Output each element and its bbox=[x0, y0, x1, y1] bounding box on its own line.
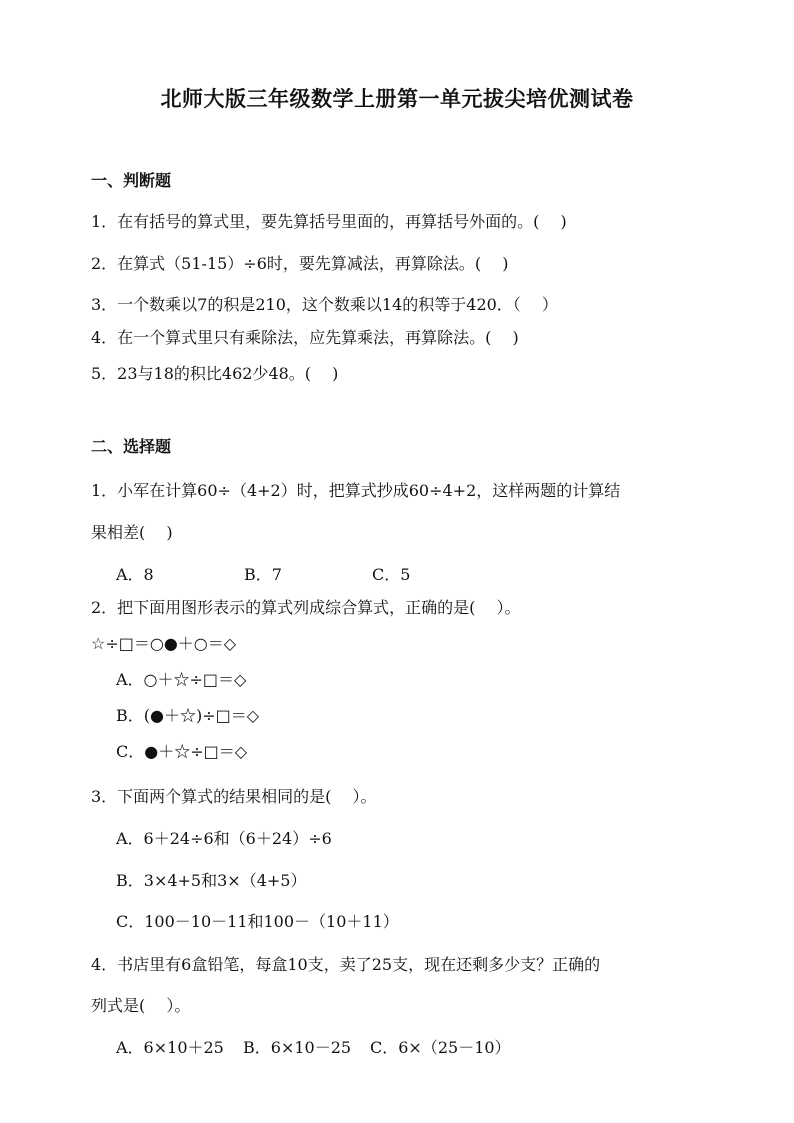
question-1-4: 4．在一个算式里只有乘除法，应先算乘法，再算除法。( ) bbox=[91, 328, 519, 347]
question-2-2-option-a: A．○＋☆÷□＝◇ bbox=[116, 670, 247, 689]
question-2-3-option-b: B．3×4+5和3×（4+5） bbox=[116, 871, 307, 890]
option-c: C．6×（25－10） bbox=[370, 1038, 511, 1057]
option-a: A．6×10＋25 bbox=[116, 1038, 224, 1057]
question-2-4-options bbox=[116, 1038, 511, 1058]
question-2-4-line2: 列式是( ）。 bbox=[91, 996, 191, 1015]
question-2-3-stem: 3．下面两个算式的结果相同的是( ）。 bbox=[91, 787, 377, 806]
question-2-2-option-b: B．(●＋☆)÷□＝◇ bbox=[116, 706, 260, 725]
question-1-5: 5．23与18的积比462少48。( ) bbox=[91, 364, 339, 383]
option-b: B．6×10－25 bbox=[243, 1038, 352, 1057]
option-a: A．8 bbox=[116, 565, 154, 584]
question-1-1: 1．在有括号的算式里，要先算括号里面的，再算括号外面的。( ) bbox=[91, 212, 567, 231]
question-2-4-line1: 4．书店里有6盒铅笔，每盒10支，卖了25支，现在还剩多少支？正确的 bbox=[91, 955, 601, 974]
question-2-2-stem: 2．把下面用图形表示的算式列成综合算式，正确的是( ）。 bbox=[91, 598, 521, 617]
question-2-2-option-c: C．●＋☆÷□＝◇ bbox=[116, 742, 248, 761]
question-2-1-options bbox=[116, 565, 410, 585]
question-2-1-line2: 果相差( ) bbox=[91, 523, 173, 542]
question-2-3-option-a: A．6＋24÷6和（6＋24）÷6 bbox=[116, 829, 332, 848]
section-heading-judgement: 一、判断题 bbox=[91, 171, 172, 190]
option-c: C．5 bbox=[372, 565, 411, 584]
question-1-3: 3．一个数乘以7的积是210，这个数乘以14的积等于420．（ ） bbox=[91, 295, 558, 314]
section-heading-choice: 二、选择题 bbox=[91, 437, 172, 456]
question-2-3-option-c: C．100－10－11和100－（10＋11） bbox=[116, 912, 399, 931]
question-2-1-line1: 1．小军在计算60÷（4+2）时，把算式抄成60÷4+2，这样两题的计算结 bbox=[91, 481, 621, 500]
question-2-2-figure: ☆÷□＝○●＋○＝◇ bbox=[91, 634, 237, 653]
page-title: 北师大版三年级数学上册第一单元拔尖培优测试卷 bbox=[160, 87, 634, 111]
question-1-2: 2．在算式（51-15）÷6时，要先算减法，再算除法。( ) bbox=[91, 254, 509, 273]
option-b: B．7 bbox=[244, 565, 282, 584]
